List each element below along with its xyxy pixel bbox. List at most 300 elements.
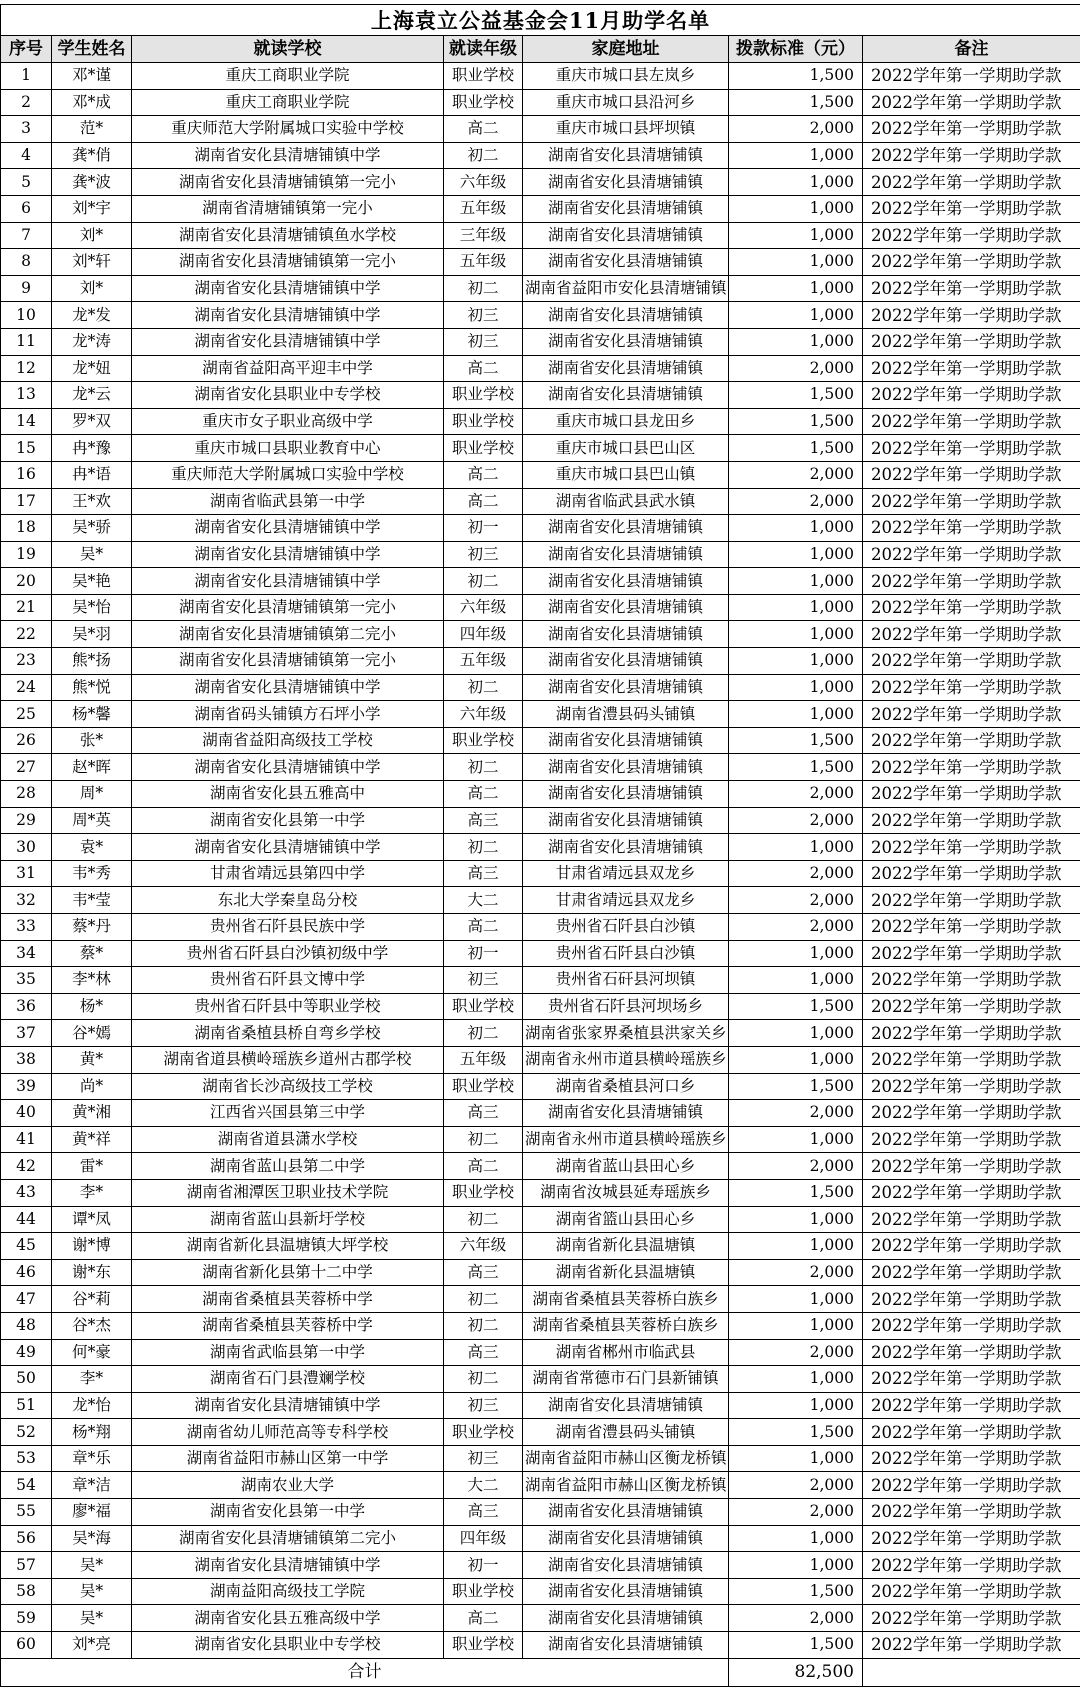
cell-school[interactable]: 湖南省安化县职业中专学校 xyxy=(132,1632,444,1659)
cell-school[interactable]: 湖南省安化县清塘铺镇中学 xyxy=(132,568,444,595)
cell-remark[interactable]: 2022学年第一学期助学款 xyxy=(863,967,1080,994)
cell-index[interactable]: 21 xyxy=(1,594,52,621)
cell-student-name[interactable]: 龚*波 xyxy=(52,169,132,196)
cell-amount[interactable]: 1,000 xyxy=(729,568,863,595)
cell-index[interactable]: 58 xyxy=(1,1578,52,1605)
cell-grade[interactable]: 五年级 xyxy=(444,1046,523,1073)
cell-amount[interactable]: 1,500 xyxy=(729,754,863,781)
cell-school[interactable]: 东北大学秦皇岛分校 xyxy=(132,887,444,914)
cell-school[interactable]: 重庆工商职业学院 xyxy=(132,63,444,90)
cell-index[interactable]: 28 xyxy=(1,781,52,808)
cell-remark[interactable]: 2022学年第一学期助学款 xyxy=(863,860,1080,887)
cell-index[interactable]: 40 xyxy=(1,1100,52,1127)
cell-school[interactable]: 湖南省安化县清塘铺镇第二完小 xyxy=(132,621,444,648)
cell-student-name[interactable]: 龙*涛 xyxy=(52,328,132,355)
cell-amount[interactable]: 1,000 xyxy=(729,195,863,222)
cell-index[interactable]: 24 xyxy=(1,674,52,701)
col-header-home-address[interactable]: 家庭地址 xyxy=(523,36,729,63)
cell-grade[interactable]: 高二 xyxy=(444,116,523,143)
cell-school[interactable]: 湖南省新化县第十二中学 xyxy=(132,1259,444,1286)
cell-remark[interactable]: 2022学年第一学期助学款 xyxy=(863,1153,1080,1180)
cell-student-name[interactable]: 邓*谨 xyxy=(52,63,132,90)
cell-home-address[interactable]: 湖南省桑植县河口乡 xyxy=(523,1073,729,1100)
cell-school[interactable]: 湖南农业大学 xyxy=(132,1472,444,1499)
cell-home-address[interactable]: 湖南省安化县清塘铺镇 xyxy=(523,515,729,542)
cell-amount[interactable]: 1,000 xyxy=(729,275,863,302)
cell-grade[interactable]: 五年级 xyxy=(444,648,523,675)
cell-home-address[interactable]: 湖南省安化县清塘铺镇 xyxy=(523,195,729,222)
cell-student-name[interactable]: 周* xyxy=(52,781,132,808)
cell-remark[interactable]: 2022学年第一学期助学款 xyxy=(863,1472,1080,1499)
cell-remark[interactable]: 2022学年第一学期助学款 xyxy=(863,515,1080,542)
cell-grade[interactable]: 初二 xyxy=(444,275,523,302)
cell-school[interactable]: 湖南省桑植县芙蓉桥中学 xyxy=(132,1286,444,1313)
cell-school[interactable]: 湖南益阳高级技工学院 xyxy=(132,1578,444,1605)
cell-amount[interactable]: 1,000 xyxy=(729,940,863,967)
cell-remark[interactable]: 2022学年第一学期助学款 xyxy=(863,435,1080,462)
cell-index[interactable]: 7 xyxy=(1,222,52,249)
cell-school[interactable]: 湖南省安化县五雅高中 xyxy=(132,781,444,808)
col-header-remark[interactable]: 备注 xyxy=(863,36,1080,63)
cell-home-address[interactable]: 重庆市城口县沿河乡 xyxy=(523,89,729,116)
cell-school[interactable]: 重庆市女子职业高级中学 xyxy=(132,408,444,435)
cell-home-address[interactable]: 湖南省安化县清塘铺镇 xyxy=(523,328,729,355)
cell-index[interactable]: 3 xyxy=(1,116,52,143)
cell-amount[interactable]: 2,000 xyxy=(729,1259,863,1286)
cell-student-name[interactable]: 冉*豫 xyxy=(52,435,132,462)
cell-home-address[interactable]: 湖南省安化县清塘铺镇 xyxy=(523,594,729,621)
cell-remark[interactable]: 2022学年第一学期助学款 xyxy=(863,461,1080,488)
cell-student-name[interactable]: 章*洁 xyxy=(52,1472,132,1499)
cell-grade[interactable]: 初二 xyxy=(444,834,523,861)
cell-grade[interactable]: 五年级 xyxy=(444,195,523,222)
cell-grade[interactable]: 职业学校 xyxy=(444,727,523,754)
cell-amount[interactable]: 1,500 xyxy=(729,1578,863,1605)
cell-student-name[interactable]: 韦*莹 xyxy=(52,887,132,914)
cell-home-address[interactable]: 湖南省安化县清塘铺镇 xyxy=(523,249,729,276)
cell-school[interactable]: 湖南省安化县清塘铺镇中学 xyxy=(132,541,444,568)
cell-student-name[interactable]: 熊*扬 xyxy=(52,648,132,675)
cell-remark[interactable]: 2022学年第一学期助学款 xyxy=(863,1499,1080,1526)
cell-student-name[interactable]: 吴*羽 xyxy=(52,621,132,648)
cell-index[interactable]: 33 xyxy=(1,914,52,941)
cell-amount[interactable]: 2,000 xyxy=(729,1100,863,1127)
cell-index[interactable]: 11 xyxy=(1,328,52,355)
col-header-school[interactable]: 就读学校 xyxy=(132,36,444,63)
cell-amount[interactable]: 2,000 xyxy=(729,1605,863,1632)
cell-index[interactable]: 29 xyxy=(1,807,52,834)
cell-remark[interactable]: 2022学年第一学期助学款 xyxy=(863,754,1080,781)
cell-amount[interactable]: 1,000 xyxy=(729,249,863,276)
cell-school[interactable]: 湖南省益阳高级技工学校 xyxy=(132,727,444,754)
cell-remark[interactable]: 2022学年第一学期助学款 xyxy=(863,116,1080,143)
cell-grade[interactable]: 职业学校 xyxy=(444,89,523,116)
cell-amount[interactable]: 1,000 xyxy=(729,1525,863,1552)
cell-home-address[interactable]: 湖南省益阳市赫山区衡龙桥镇 xyxy=(523,1472,729,1499)
cell-amount[interactable]: 1,500 xyxy=(729,1179,863,1206)
cell-grade[interactable]: 高二 xyxy=(444,488,523,515)
cell-index[interactable]: 5 xyxy=(1,169,52,196)
cell-student-name[interactable]: 刘*轩 xyxy=(52,249,132,276)
cell-school[interactable]: 湖南省桑植县桥自弯乡学校 xyxy=(132,1020,444,1047)
cell-remark[interactable]: 2022学年第一学期助学款 xyxy=(863,541,1080,568)
cell-amount[interactable]: 2,000 xyxy=(729,1472,863,1499)
cell-remark[interactable]: 2022学年第一学期助学款 xyxy=(863,1525,1080,1552)
cell-home-address[interactable]: 湖南省安化县清塘铺镇 xyxy=(523,754,729,781)
cell-school[interactable]: 湖南省安化县清塘铺镇中学 xyxy=(132,1552,444,1579)
cell-student-name[interactable]: 吴* xyxy=(52,541,132,568)
cell-grade[interactable]: 职业学校 xyxy=(444,382,523,409)
cell-grade[interactable]: 职业学校 xyxy=(444,993,523,1020)
cell-school[interactable]: 湖南省道县潇水学校 xyxy=(132,1126,444,1153)
cell-index[interactable]: 43 xyxy=(1,1179,52,1206)
cell-grade[interactable]: 初一 xyxy=(444,940,523,967)
cell-grade[interactable]: 初二 xyxy=(444,142,523,169)
cell-school[interactable]: 湖南省安化县清塘铺镇中学 xyxy=(132,674,444,701)
cell-index[interactable]: 52 xyxy=(1,1419,52,1446)
cell-grade[interactable]: 高二 xyxy=(444,461,523,488)
cell-student-name[interactable]: 谢*博 xyxy=(52,1233,132,1260)
cell-amount[interactable]: 1,500 xyxy=(729,382,863,409)
cell-home-address[interactable]: 湖南省安化县清塘铺镇 xyxy=(523,222,729,249)
cell-home-address[interactable]: 湖南省澧县码头铺镇 xyxy=(523,1419,729,1446)
cell-index[interactable]: 17 xyxy=(1,488,52,515)
cell-remark[interactable]: 2022学年第一学期助学款 xyxy=(863,1046,1080,1073)
cell-home-address[interactable]: 甘肃省靖远县双龙乡 xyxy=(523,887,729,914)
cell-remark[interactable]: 2022学年第一学期助学款 xyxy=(863,1100,1080,1127)
cell-home-address[interactable]: 湖南省安化县清塘铺镇 xyxy=(523,1578,729,1605)
cell-grade[interactable]: 六年级 xyxy=(444,169,523,196)
cell-home-address[interactable]: 湖南省永州市道县横岭瑶族乡 xyxy=(523,1046,729,1073)
cell-amount[interactable]: 1,000 xyxy=(729,1233,863,1260)
cell-home-address[interactable]: 甘肃省靖远县双龙乡 xyxy=(523,860,729,887)
cell-school[interactable]: 湖南省蓝山县新圩学校 xyxy=(132,1206,444,1233)
cell-grade[interactable]: 初二 xyxy=(444,754,523,781)
cell-index[interactable]: 60 xyxy=(1,1632,52,1659)
cell-grade[interactable]: 初二 xyxy=(444,1020,523,1047)
cell-index[interactable]: 49 xyxy=(1,1339,52,1366)
cell-remark[interactable]: 2022学年第一学期助学款 xyxy=(863,807,1080,834)
cell-student-name[interactable]: 龙*发 xyxy=(52,302,132,329)
cell-index[interactable]: 15 xyxy=(1,435,52,462)
cell-index[interactable]: 2 xyxy=(1,89,52,116)
cell-remark[interactable]: 2022学年第一学期助学款 xyxy=(863,1286,1080,1313)
cell-student-name[interactable]: 黄*祥 xyxy=(52,1126,132,1153)
cell-amount[interactable]: 1,000 xyxy=(729,1392,863,1419)
cell-school[interactable]: 贵州省石阡县白沙镇初级中学 xyxy=(132,940,444,967)
cell-amount[interactable]: 1,000 xyxy=(729,674,863,701)
cell-amount[interactable]: 2,000 xyxy=(729,1499,863,1526)
cell-remark[interactable]: 2022学年第一学期助学款 xyxy=(863,382,1080,409)
col-header-grade[interactable]: 就读年级 xyxy=(444,36,523,63)
cell-grade[interactable]: 大二 xyxy=(444,887,523,914)
cell-amount[interactable]: 2,000 xyxy=(729,860,863,887)
cell-home-address[interactable]: 湖南省益阳市赫山区衡龙桥镇 xyxy=(523,1445,729,1472)
cell-school[interactable]: 湖南省安化县清塘铺镇中学 xyxy=(132,142,444,169)
cell-school[interactable]: 湖南省安化县清塘铺镇中学 xyxy=(132,515,444,542)
cell-index[interactable]: 39 xyxy=(1,1073,52,1100)
cell-index[interactable]: 44 xyxy=(1,1206,52,1233)
cell-grade[interactable]: 六年级 xyxy=(444,701,523,728)
cell-remark[interactable]: 2022学年第一学期助学款 xyxy=(863,1419,1080,1446)
cell-remark[interactable]: 2022学年第一学期助学款 xyxy=(863,568,1080,595)
cell-student-name[interactable]: 李*林 xyxy=(52,967,132,994)
cell-school[interactable]: 湖南省安化县清塘铺镇第一完小 xyxy=(132,648,444,675)
cell-home-address[interactable]: 重庆市城口县巴山区 xyxy=(523,435,729,462)
cell-student-name[interactable]: 李* xyxy=(52,1366,132,1393)
cell-remark[interactable]: 2022学年第一学期助学款 xyxy=(863,648,1080,675)
total-amount[interactable]: 82,500 xyxy=(729,1658,863,1686)
cell-school[interactable]: 湖南省湘潭医卫职业技术学院 xyxy=(132,1179,444,1206)
cell-amount[interactable]: 1,000 xyxy=(729,1020,863,1047)
cell-remark[interactable]: 2022学年第一学期助学款 xyxy=(863,1259,1080,1286)
cell-index[interactable]: 42 xyxy=(1,1153,52,1180)
cell-index[interactable]: 47 xyxy=(1,1286,52,1313)
cell-remark[interactable]: 2022学年第一学期助学款 xyxy=(863,594,1080,621)
cell-amount[interactable]: 2,000 xyxy=(729,355,863,382)
cell-home-address[interactable]: 湖南省安化县清塘铺镇 xyxy=(523,541,729,568)
cell-home-address[interactable]: 湖南省安化县清塘铺镇 xyxy=(523,1525,729,1552)
cell-remark[interactable]: 2022学年第一学期助学款 xyxy=(863,1339,1080,1366)
cell-home-address[interactable]: 湖南省桑植县芙蓉桥白族乡 xyxy=(523,1312,729,1339)
cell-grade[interactable]: 初三 xyxy=(444,1445,523,1472)
cell-student-name[interactable]: 熊*悦 xyxy=(52,674,132,701)
cell-student-name[interactable]: 谭*凤 xyxy=(52,1206,132,1233)
cell-student-name[interactable]: 黄*湘 xyxy=(52,1100,132,1127)
cell-index[interactable]: 53 xyxy=(1,1445,52,1472)
cell-grade[interactable]: 职业学校 xyxy=(444,435,523,462)
cell-student-name[interactable]: 吴*骄 xyxy=(52,515,132,542)
cell-home-address[interactable]: 湖南省安化县清塘铺镇 xyxy=(523,1499,729,1526)
cell-school[interactable]: 湖南省安化县清塘铺镇中学 xyxy=(132,302,444,329)
cell-index[interactable]: 19 xyxy=(1,541,52,568)
cell-index[interactable]: 35 xyxy=(1,967,52,994)
cell-grade[interactable]: 初二 xyxy=(444,1206,523,1233)
cell-remark[interactable]: 2022学年第一学期助学款 xyxy=(863,408,1080,435)
cell-grade[interactable]: 初二 xyxy=(444,1312,523,1339)
cell-home-address[interactable]: 湖南省安化县清塘铺镇 xyxy=(523,169,729,196)
cell-remark[interactable]: 2022学年第一学期助学款 xyxy=(863,169,1080,196)
cell-home-address[interactable]: 重庆市城口县巴山镇 xyxy=(523,461,729,488)
cell-remark[interactable]: 2022学年第一学期助学款 xyxy=(863,1366,1080,1393)
cell-school[interactable]: 湖南省安化县清塘铺镇第一完小 xyxy=(132,169,444,196)
cell-amount[interactable]: 1,000 xyxy=(729,834,863,861)
cell-student-name[interactable]: 吴*海 xyxy=(52,1525,132,1552)
cell-school[interactable]: 重庆市城口县职业教育中心 xyxy=(132,435,444,462)
cell-student-name[interactable]: 龙*妞 xyxy=(52,355,132,382)
cell-amount[interactable]: 1,500 xyxy=(729,89,863,116)
cell-remark[interactable]: 2022学年第一学期助学款 xyxy=(863,914,1080,941)
cell-home-address[interactable]: 湖南省安化县清塘铺镇 xyxy=(523,834,729,861)
cell-amount[interactable]: 1,500 xyxy=(729,63,863,90)
cell-amount[interactable]: 2,000 xyxy=(729,887,863,914)
cell-grade[interactable]: 职业学校 xyxy=(444,1179,523,1206)
cell-home-address[interactable]: 湖南省新化县温塘镇 xyxy=(523,1259,729,1286)
cell-remark[interactable]: 2022学年第一学期助学款 xyxy=(863,1206,1080,1233)
cell-grade[interactable]: 初一 xyxy=(444,1552,523,1579)
cell-amount[interactable]: 1,000 xyxy=(729,648,863,675)
cell-amount[interactable]: 2,000 xyxy=(729,807,863,834)
cell-grade[interactable]: 四年级 xyxy=(444,1525,523,1552)
cell-school[interactable]: 湖南省益阳高平迎丰中学 xyxy=(132,355,444,382)
cell-grade[interactable]: 高二 xyxy=(444,355,523,382)
cell-amount[interactable]: 1,500 xyxy=(729,1632,863,1659)
cell-amount[interactable]: 1,500 xyxy=(729,1073,863,1100)
cell-student-name[interactable]: 杨*馨 xyxy=(52,701,132,728)
cell-amount[interactable]: 2,000 xyxy=(729,461,863,488)
total-remark-empty[interactable] xyxy=(863,1658,1080,1686)
cell-home-address[interactable]: 湖南省郴州市临武县 xyxy=(523,1339,729,1366)
cell-grade[interactable]: 初二 xyxy=(444,1366,523,1393)
cell-remark[interactable]: 2022学年第一学期助学款 xyxy=(863,1605,1080,1632)
cell-school[interactable]: 湖南省益阳市赫山区第一中学 xyxy=(132,1445,444,1472)
cell-home-address[interactable]: 湖南省蓝山县田心乡 xyxy=(523,1153,729,1180)
cell-home-address[interactable]: 湖南省安化县清塘铺镇 xyxy=(523,142,729,169)
cell-school[interactable]: 贵州省石阡县民族中学 xyxy=(132,914,444,941)
cell-school[interactable]: 湖南省安化县清塘铺镇第一完小 xyxy=(132,594,444,621)
cell-student-name[interactable]: 吴*艳 xyxy=(52,568,132,595)
cell-student-name[interactable]: 刘*宇 xyxy=(52,195,132,222)
cell-grade[interactable]: 大二 xyxy=(444,1472,523,1499)
cell-grade[interactable]: 高二 xyxy=(444,1153,523,1180)
cell-student-name[interactable]: 吴* xyxy=(52,1552,132,1579)
cell-amount[interactable]: 1,000 xyxy=(729,169,863,196)
cell-index[interactable]: 56 xyxy=(1,1525,52,1552)
cell-grade[interactable]: 初二 xyxy=(444,674,523,701)
cell-index[interactable]: 54 xyxy=(1,1472,52,1499)
cell-index[interactable]: 57 xyxy=(1,1552,52,1579)
cell-home-address[interactable]: 湖南省安化县清塘铺镇 xyxy=(523,568,729,595)
cell-school[interactable]: 重庆师范大学附属城口实验中学校 xyxy=(132,116,444,143)
cell-grade[interactable]: 初三 xyxy=(444,967,523,994)
cell-student-name[interactable]: 刘*亮 xyxy=(52,1632,132,1659)
cell-remark[interactable]: 2022学年第一学期助学款 xyxy=(863,1392,1080,1419)
cell-school[interactable]: 湖南省临武县第一中学 xyxy=(132,488,444,515)
cell-student-name[interactable]: 尚* xyxy=(52,1073,132,1100)
cell-remark[interactable]: 2022学年第一学期助学款 xyxy=(863,328,1080,355)
cell-school[interactable]: 重庆师范大学附属城口实验中学校 xyxy=(132,461,444,488)
cell-remark[interactable]: 2022学年第一学期助学款 xyxy=(863,887,1080,914)
cell-remark[interactable]: 2022学年第一学期助学款 xyxy=(863,302,1080,329)
cell-index[interactable]: 51 xyxy=(1,1392,52,1419)
cell-school[interactable]: 湖南省石门县澧斓学校 xyxy=(132,1366,444,1393)
cell-index[interactable]: 30 xyxy=(1,834,52,861)
cell-amount[interactable]: 1,000 xyxy=(729,515,863,542)
cell-home-address[interactable]: 湖南省安化县清塘铺镇 xyxy=(523,648,729,675)
cell-school[interactable]: 湖南省安化县清塘铺镇中学 xyxy=(132,1392,444,1419)
cell-index[interactable]: 46 xyxy=(1,1259,52,1286)
cell-grade[interactable]: 初三 xyxy=(444,1392,523,1419)
cell-home-address[interactable]: 湖南省临武县武水镇 xyxy=(523,488,729,515)
cell-amount[interactable]: 1,500 xyxy=(729,408,863,435)
cell-home-address[interactable]: 湖南省安化县清塘铺镇 xyxy=(523,674,729,701)
cell-grade[interactable]: 初二 xyxy=(444,1126,523,1153)
cell-grade[interactable]: 职业学校 xyxy=(444,408,523,435)
cell-remark[interactable]: 2022学年第一学期助学款 xyxy=(863,1073,1080,1100)
cell-school[interactable]: 湖南省新化县温塘镇大坪学校 xyxy=(132,1233,444,1260)
cell-student-name[interactable]: 谷*杰 xyxy=(52,1312,132,1339)
cell-school[interactable]: 湖南省蓝山县第二中学 xyxy=(132,1153,444,1180)
cell-school[interactable]: 湖南省安化县清塘铺镇中学 xyxy=(132,328,444,355)
cell-amount[interactable]: 2,000 xyxy=(729,781,863,808)
cell-home-address[interactable]: 湖南省益阳市安化县清塘铺镇 xyxy=(523,275,729,302)
cell-index[interactable]: 59 xyxy=(1,1605,52,1632)
cell-index[interactable]: 8 xyxy=(1,249,52,276)
cell-amount[interactable]: 1,000 xyxy=(729,541,863,568)
cell-student-name[interactable]: 龙*云 xyxy=(52,382,132,409)
cell-school[interactable]: 湖南省安化县五雅高级中学 xyxy=(132,1605,444,1632)
cell-amount[interactable]: 1,000 xyxy=(729,328,863,355)
cell-student-name[interactable]: 杨* xyxy=(52,993,132,1020)
cell-remark[interactable]: 2022学年第一学期助学款 xyxy=(863,195,1080,222)
cell-index[interactable]: 31 xyxy=(1,860,52,887)
cell-grade[interactable]: 初三 xyxy=(444,302,523,329)
cell-index[interactable]: 37 xyxy=(1,1020,52,1047)
cell-remark[interactable]: 2022学年第一学期助学款 xyxy=(863,1552,1080,1579)
cell-index[interactable]: 6 xyxy=(1,195,52,222)
cell-school[interactable]: 重庆工商职业学院 xyxy=(132,89,444,116)
cell-school[interactable]: 贵州省石阡县中等职业学校 xyxy=(132,993,444,1020)
cell-student-name[interactable]: 蔡*丹 xyxy=(52,914,132,941)
cell-amount[interactable]: 1,000 xyxy=(729,967,863,994)
cell-amount[interactable]: 1,000 xyxy=(729,594,863,621)
cell-index[interactable]: 1 xyxy=(1,63,52,90)
cell-index[interactable]: 48 xyxy=(1,1312,52,1339)
cell-grade[interactable]: 高三 xyxy=(444,1499,523,1526)
cell-school[interactable]: 湖南省安化县清塘铺镇中学 xyxy=(132,834,444,861)
cell-home-address[interactable]: 重庆市城口县龙田乡 xyxy=(523,408,729,435)
cell-student-name[interactable]: 雷* xyxy=(52,1153,132,1180)
col-header-student-name[interactable]: 学生姓名 xyxy=(52,36,132,63)
cell-index[interactable]: 32 xyxy=(1,887,52,914)
cell-remark[interactable]: 2022学年第一学期助学款 xyxy=(863,142,1080,169)
cell-student-name[interactable]: 张* xyxy=(52,727,132,754)
cell-index[interactable]: 36 xyxy=(1,993,52,1020)
cell-grade[interactable]: 高二 xyxy=(444,1605,523,1632)
cell-remark[interactable]: 2022学年第一学期助学款 xyxy=(863,834,1080,861)
cell-index[interactable]: 25 xyxy=(1,701,52,728)
cell-home-address[interactable]: 湖南省新化县温塘镇 xyxy=(523,1233,729,1260)
cell-home-address[interactable]: 湖南省桑植县芙蓉桥白族乡 xyxy=(523,1286,729,1313)
cell-amount[interactable]: 1,000 xyxy=(729,1552,863,1579)
cell-index[interactable]: 50 xyxy=(1,1366,52,1393)
cell-home-address[interactable]: 湖南省安化县清塘铺镇 xyxy=(523,807,729,834)
cell-remark[interactable]: 2022学年第一学期助学款 xyxy=(863,727,1080,754)
cell-index[interactable]: 55 xyxy=(1,1499,52,1526)
cell-student-name[interactable]: 黄* xyxy=(52,1046,132,1073)
cell-home-address[interactable]: 湖南省篮山县田心乡 xyxy=(523,1206,729,1233)
cell-home-address[interactable]: 湖南省永州市道县横岭瑶族乡 xyxy=(523,1126,729,1153)
cell-grade[interactable]: 高三 xyxy=(444,1259,523,1286)
cell-index[interactable]: 41 xyxy=(1,1126,52,1153)
cell-school[interactable]: 湖南省安化县清塘铺镇第一完小 xyxy=(132,249,444,276)
cell-student-name[interactable]: 刘* xyxy=(52,222,132,249)
cell-grade[interactable]: 高二 xyxy=(444,914,523,941)
cell-student-name[interactable]: 龙*怡 xyxy=(52,1392,132,1419)
cell-student-name[interactable]: 范* xyxy=(52,116,132,143)
cell-amount[interactable]: 2,000 xyxy=(729,488,863,515)
cell-grade[interactable]: 初三 xyxy=(444,541,523,568)
cell-school[interactable]: 湖南省安化县第一中学 xyxy=(132,1499,444,1526)
cell-grade[interactable]: 初三 xyxy=(444,328,523,355)
cell-amount[interactable]: 1,500 xyxy=(729,993,863,1020)
cell-amount[interactable]: 2,000 xyxy=(729,914,863,941)
cell-student-name[interactable]: 袁* xyxy=(52,834,132,861)
cell-amount[interactable]: 1,500 xyxy=(729,435,863,462)
cell-student-name[interactable]: 王*欢 xyxy=(52,488,132,515)
cell-remark[interactable]: 2022学年第一学期助学款 xyxy=(863,1632,1080,1659)
cell-student-name[interactable]: 何*豪 xyxy=(52,1339,132,1366)
